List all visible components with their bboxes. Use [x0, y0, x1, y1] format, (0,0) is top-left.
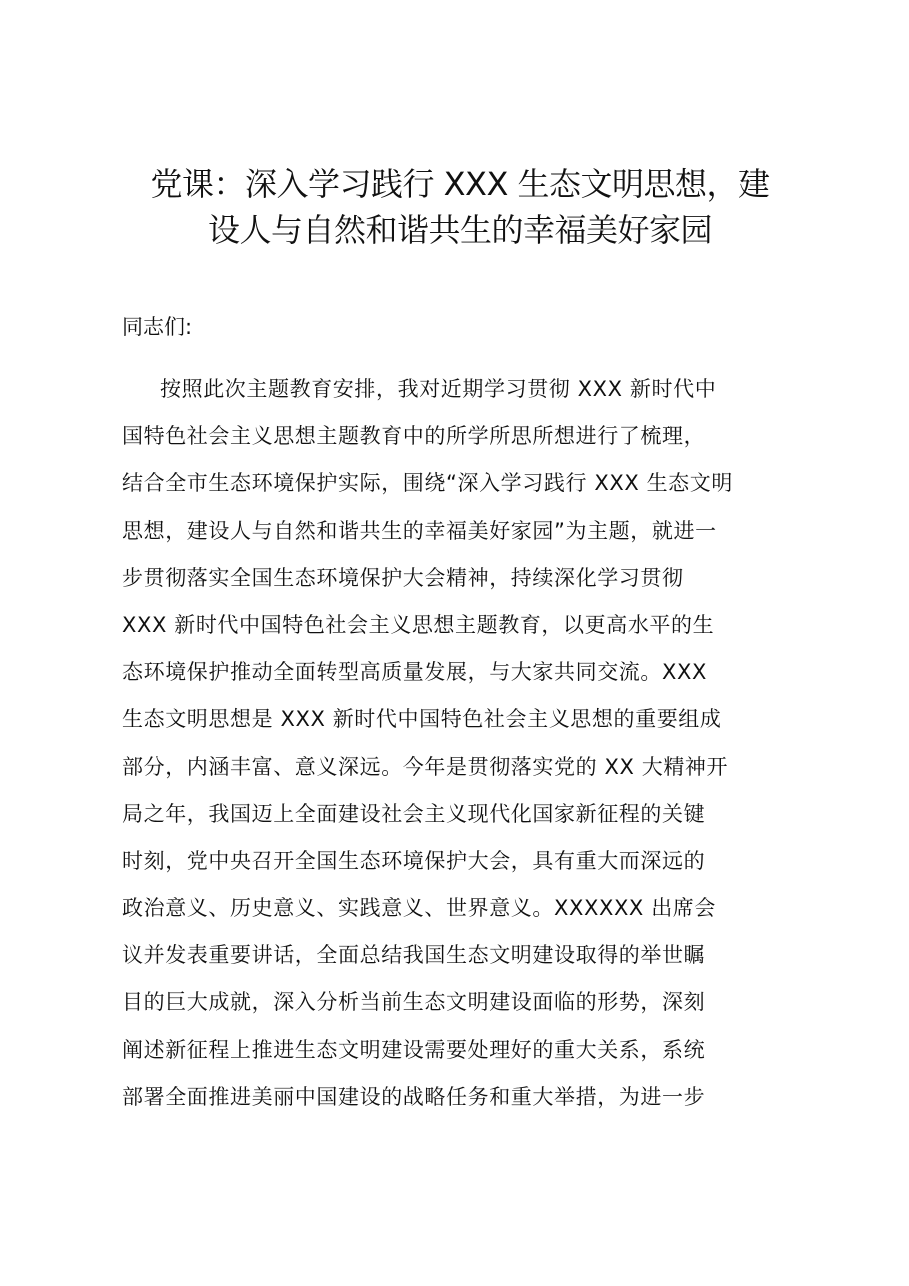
paragraph-line: 时刻，党中央召开全国生态环境保护大会，具有重大而深远的 — [122, 848, 706, 873]
paragraph-line: 局之年，我国迈上全面建设社会主义现代化国家新征程的关键 — [122, 801, 706, 826]
salutation: 同志们: — [122, 315, 193, 339]
paragraph-line: 部分，内涵丰富、意义深远。今年是贯彻落实党的 XX 大精神开 — [122, 754, 729, 779]
paragraph-line: 态环境保护推动全面转型高质量发展，与大家共同交流。XXX — [122, 660, 707, 685]
paragraph-line: 政治意义、历史意义、实践意义、世界意义。XXXXXX 出席会 — [122, 896, 716, 921]
paragraph-line: 结合全市生态环境保护实际，围绕“深入学习践行 XXX 生态文明 — [122, 471, 733, 496]
paragraph-line: 生态文明思想是 XXX 新时代中国特色社会主义思想的重要组成 — [122, 707, 722, 732]
paragraph-line: 阐述新征程上推进生态文明建设需要处理好的重大关系，系统 — [122, 1037, 706, 1062]
document-title — [110, 161, 810, 253]
paragraph-line: 目的巨大成就，深入分析当前生态文明建设面临的形势，深刻 — [122, 990, 706, 1015]
paragraph-line: 步贯彻落实全国生态环境保护大会精神，持续深化学习贯彻 — [122, 565, 684, 590]
title-line: 党课：深入学习践行 XXX 生态文明思想，建 — [150, 165, 770, 203]
paragraph-line: 思想，建设人与自然和谐共生的幸福美好家园”为主题，就进一 — [122, 518, 717, 543]
title-line: 设人与自然和谐共生的幸福美好家园 — [207, 211, 712, 249]
paragraph-line: XXX 新时代中国特色社会主义思想主题教育，以更高水平的生 — [122, 612, 715, 637]
paragraph-line: 部署全面推进美丽中国建设的战略任务和重大举措，为进一步 — [122, 1084, 706, 1109]
body-paragraph — [122, 370, 812, 1125]
paragraph-line: 议并发表重要讲话，全面总结我国生态文明建设取得的举世瞩 — [122, 943, 706, 968]
paragraph-line: 国特色社会主义思想主题教育中的所学所思所想进行了梳理， — [122, 424, 706, 449]
paragraph-line: 按照此次主题教育安排，我对近期学习贯彻 XXX 新时代中 — [160, 377, 717, 401]
